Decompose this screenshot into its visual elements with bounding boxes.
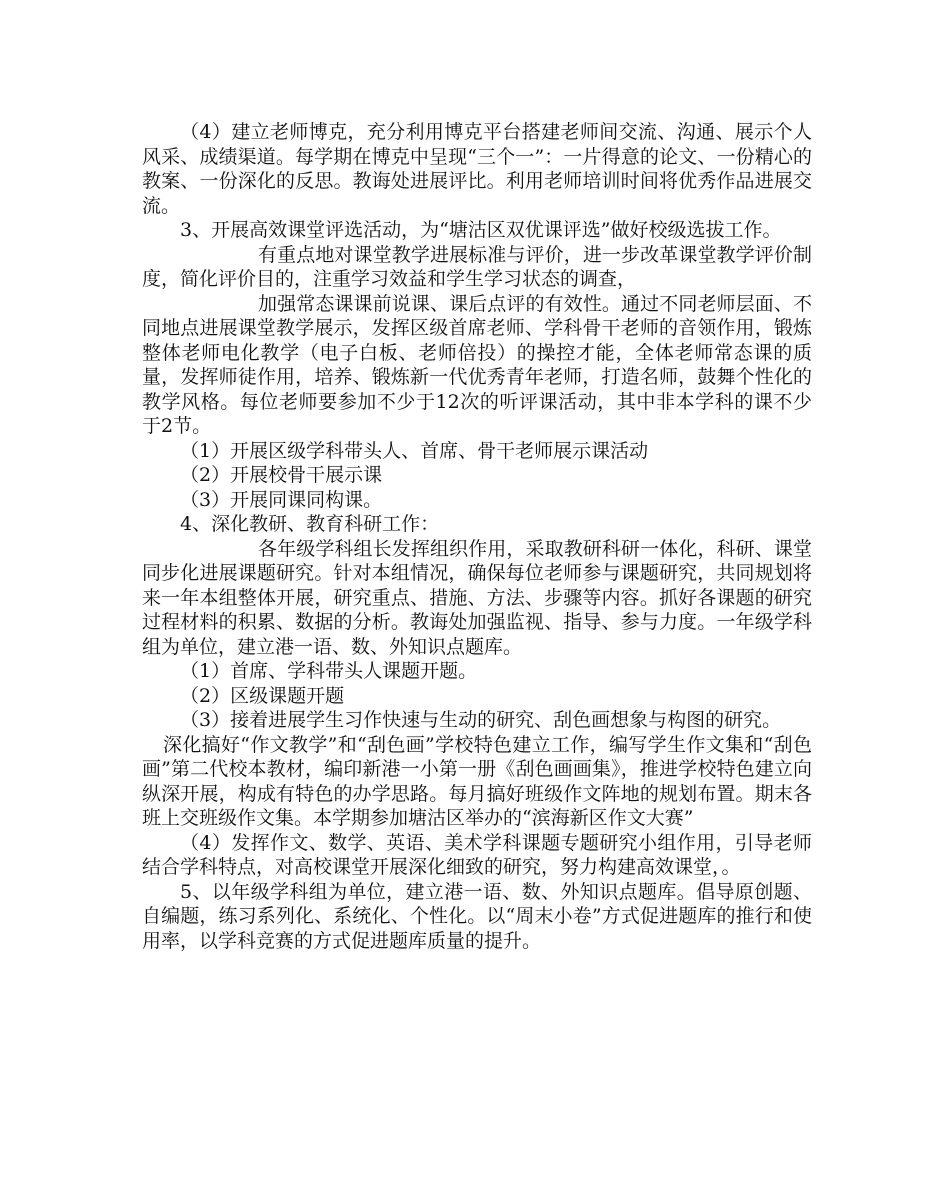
document-page	[142, 120, 812, 953]
paragraph-school-features: 深化搞好“作文教学”和“刮色画”学校特色建立工作，编写学生作文集和“刮色画”第二代校本教材，编印新港一小第一册《刮色画画集》，推进学校特色建立向纵深开展，构成有特色的办学思路。每月搞好班级作文阵地的规划布置。期末各班上交班级作文集。本学期参加塘沽区举办的“滨海新区作文大赛”	[142, 733, 812, 829]
list-item-district-showcase: （1）开展区级学科带头人、首席、骨干老师展示课活动	[180, 439, 649, 462]
paragraph-teacher-blog: （4）建立老师博克，充分利用博克平台搭建老师间交流、沟通、展示个人风采、成绩渠道。每学期在博克中呈现“三个一”：一片得意的论文、一份精心的教案、一份深化的反思。教诲处进展评比。利用老师培训时间将优秀作品进展交流。	[142, 121, 812, 217]
paragraph-section-3-heading: 3、开展高效课堂评选活动，为“塘沽区双优课评选”做好校级选拔工作。	[180, 219, 782, 241]
list-item-school-showcase: （2）开展校骨干展示课	[180, 464, 383, 486]
list-item-topic-opening: （1）首席、学科带头人课题开题。	[180, 660, 478, 682]
paragraph-regular-lessons: 加强常态课课前说课、课后点评的有效性。通过不同老师层面、不同地点进展课堂教学展示，发挥区级首席老师、学科骨干老师的音领作用，锻炼整体老师电化教学（电子白板、老师倍投）的操控才能，全体老师常态课的质量，发挥师徒作用，培养、锻炼新一代优秀青年老师，打造名师，鼓舞个性化的教学风格。每位老师要参加不少于12次的听评课活动，其中非本学科的课不少于2节。	[142, 292, 812, 437]
list-item-subject-groups: （4）发挥作文、数学、英语、美术学科课题专题研究小组作用，引导老师结合学科特点，对高校课堂开展深化细致的研究，努力构建高效课堂，。	[142, 831, 812, 878]
list-item-district-topic: （2）区级课题开题	[180, 684, 345, 707]
paragraph-research-work: 各年级学科组长发挥组织作用，采取教研科研一体化，科研、课堂同步化进展课题研究。针对本组情况，确保每位老师参与课题研究，共同规划将来一年本组整体开展，研究重点、措施、方法、步骤等内容。抓好各课题的研究过程材料的积累、数据的分析。教诲处加强监视、指导、参与力度。一年级学科组为单位，建立港一语、数、外知识点题库。	[142, 537, 812, 658]
paragraph-section-4-heading: 4、深化教研、教育科研工作：	[180, 513, 440, 535]
list-item-writing-research: （3）接着进展学生习作快速与生动的研究、刮色画想象与构图的研究。	[180, 709, 782, 731]
paragraph-section-5-question-bank: 5、以年级学科组为单位，建立港一语、数、外知识点题库。倡导原创题、自编题，练习系列化、系统化、个性化。以“周末小卷”方式促进题库的推行和使用率，以学科竞赛的方式促进题库质量的提升。	[142, 880, 812, 952]
paragraph-classroom-evaluation: 有重点地对课堂教学进展标准与评价，进一步改革课堂教学评价制度，简化评价目的，注重学习效益和学生学习状态的调查，	[142, 243, 812, 290]
list-item-same-lesson: （3）开展同课同构课。	[180, 488, 383, 511]
